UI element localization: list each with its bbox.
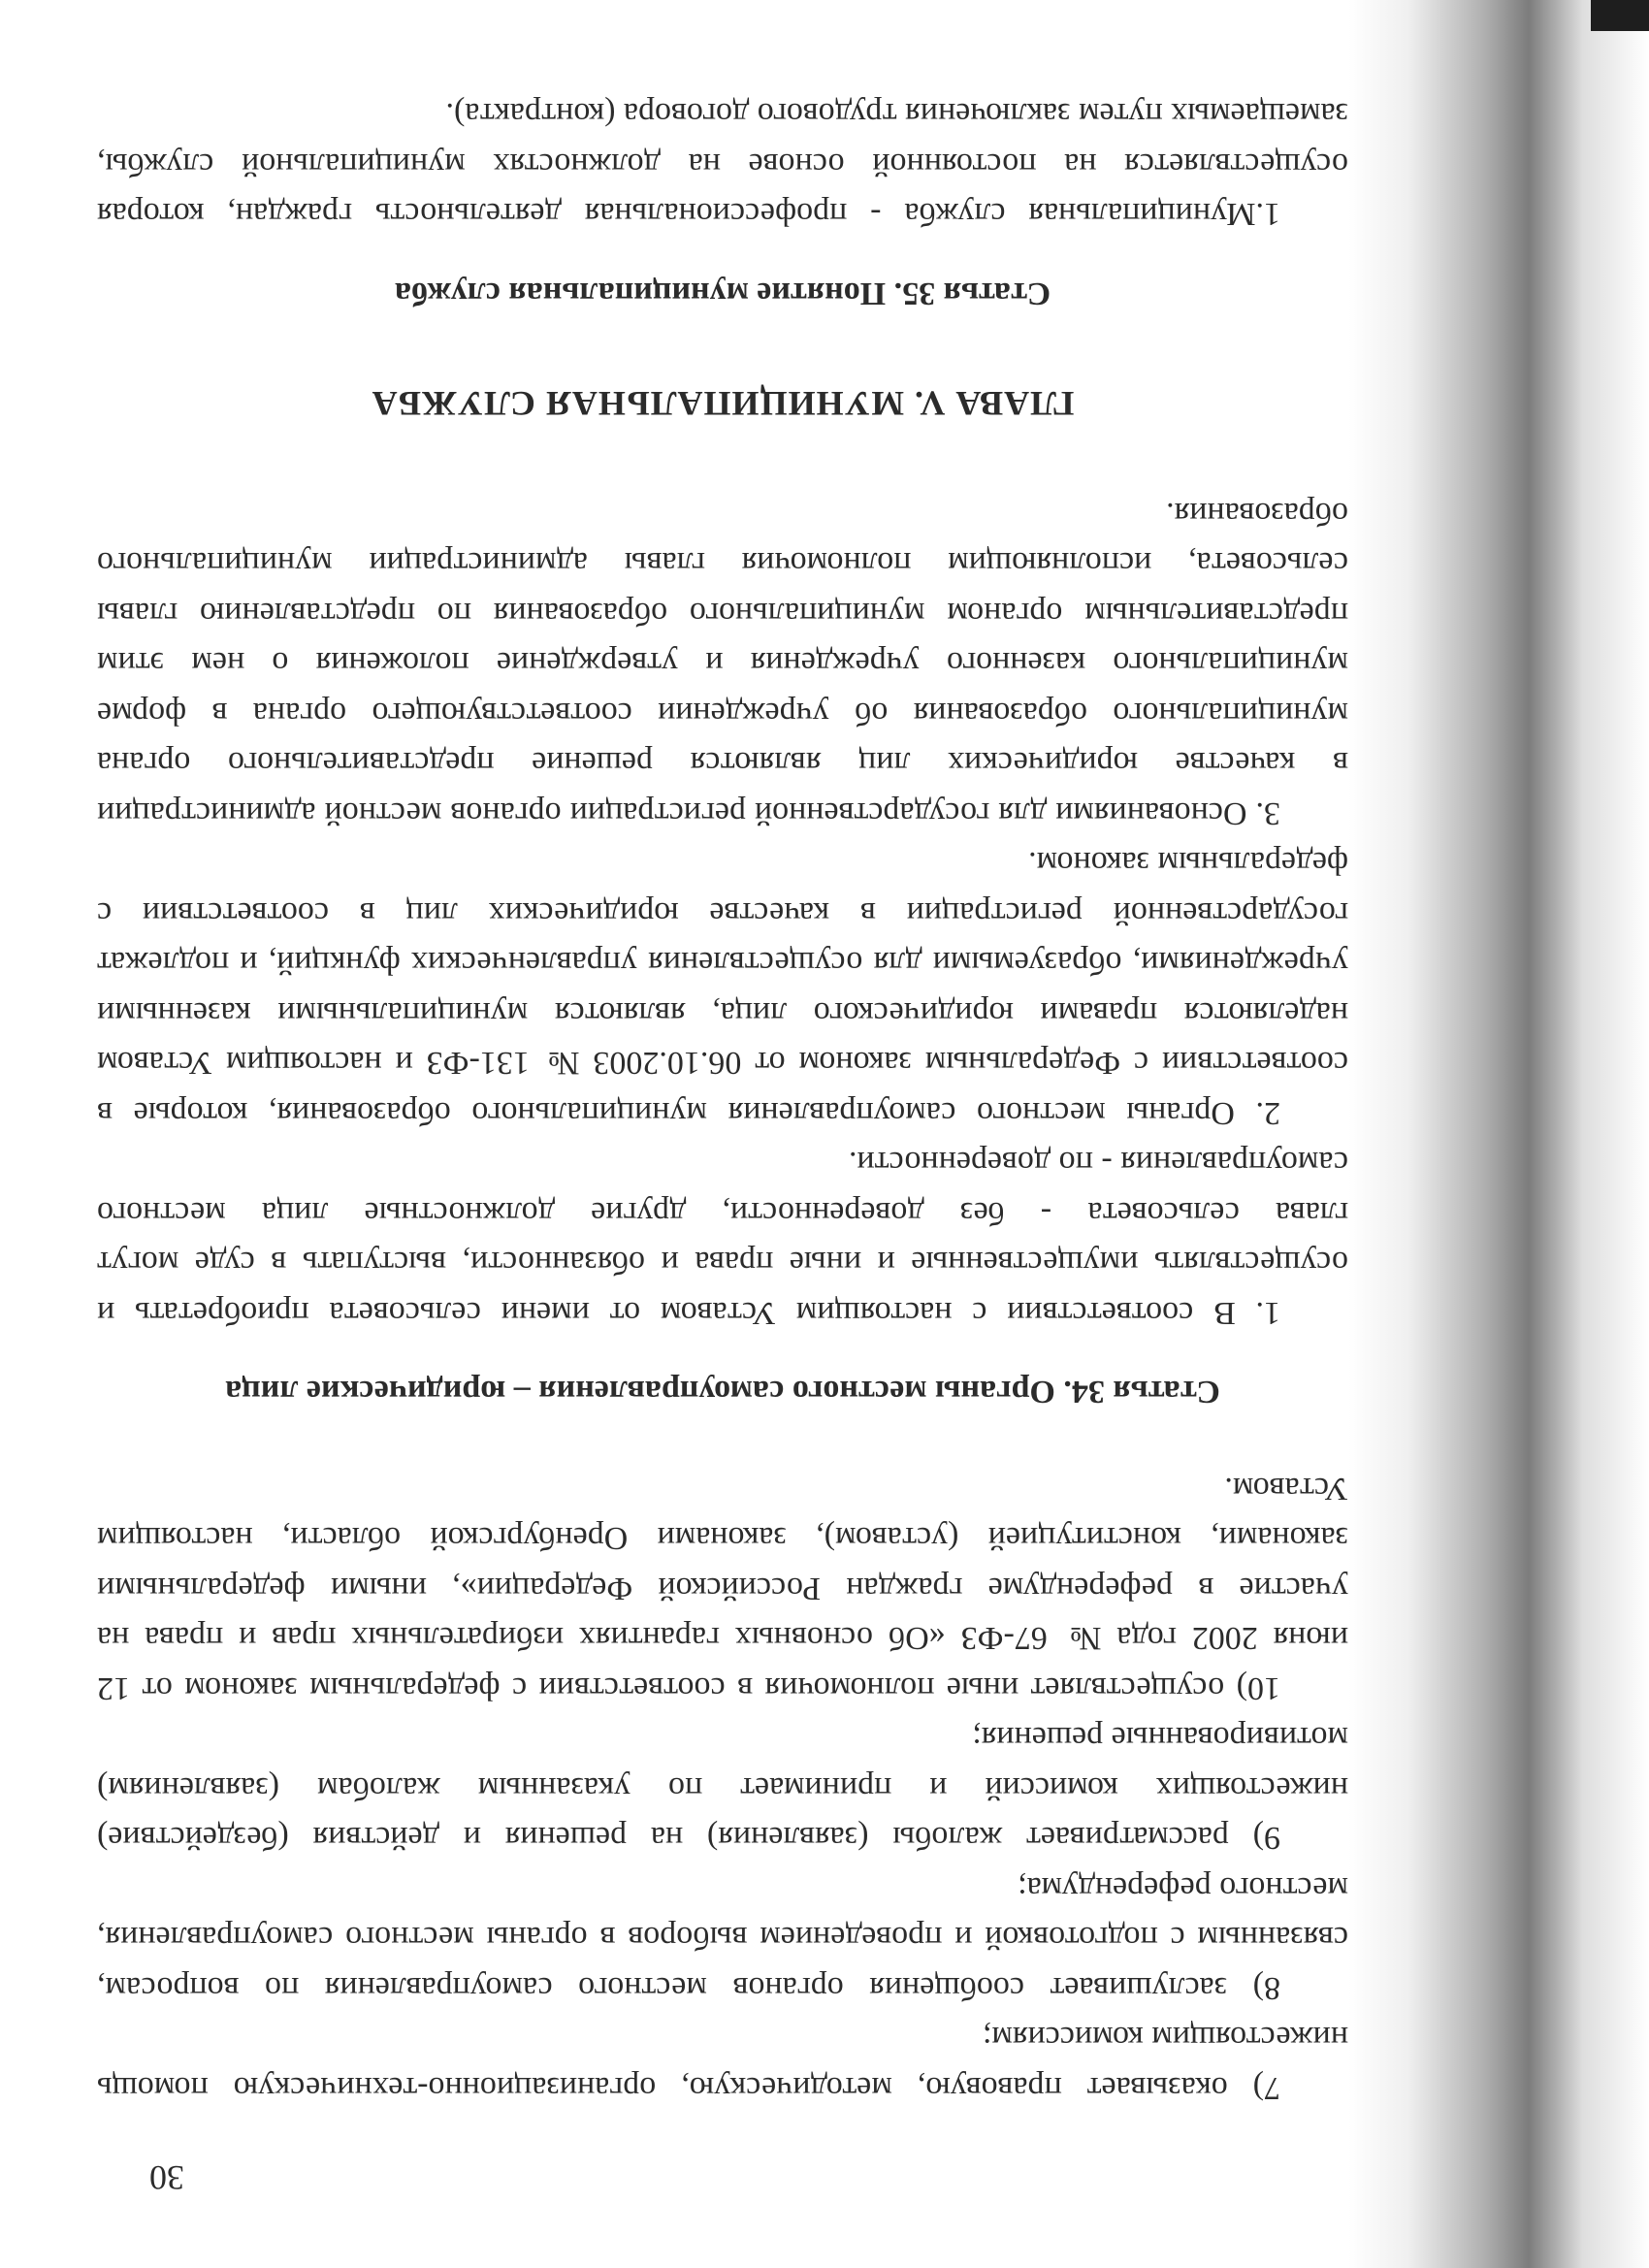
paragraph-10: 10) осуществляет иные полномочия в соответствии с федеральным законом от 12 июня 2002 года № 67-ФЗ «Об основных гарантиях избирательных прав и права на участие в референдуме граждан Российской Федерации», иными федеральными законами, конституцией (уставом), законами Оренбургской области, настоящим Уставом. <box>97 1471 1348 1706</box>
article-34-title: Статья 34. Органы местного самоуправления – юридические лица <box>225 1374 1220 1410</box>
article-35-title: Статья 35. Понятие муниципальная служба <box>394 275 1051 311</box>
chapter-5-title: ГЛАВА V. МУНИЦИПАЛЬНАЯ СЛУЖБА <box>371 384 1075 424</box>
article-34-paragraph-2: 2. Органы местного самоуправления муниципального образования, которые в соответствии с Федеральным законом от 06.10.2003 № 131-ФЗ и настоящим Уставом наделяются правами юридического лица, являются муниципальными казенными учреждениями, образуемыми для осуществления управленческих функций, и подлежат государственной регистрации в качестве юридических лиц в соответствии с федеральным законом. <box>97 845 1348 1131</box>
paragraph-7: 7) оказывает правовую, методическую, организационно-техническую помощь нижестоящим комиссиям; <box>97 2020 1348 2106</box>
page-number: 30 <box>149 2158 184 2197</box>
document-body <box>97 89 1348 2113</box>
article-34-paragraph-1: 1. В соответствии с настоящим Уставом от имени сельсовета приобретать и осуществлять имущественные и иные права и обязанности, выступать в суде могут глава сельсовета - без доверенности, другие должностные лица местного самоуправления - по доверенности. <box>97 1145 1348 1331</box>
article-35-paragraph-1: 1.Муниципальная служба - профессиональная деятельность граждан, которая осуществляется на постоянной основе на должностях муниципальной службы, замещаемых путем заключения трудового договора (контракта). <box>97 96 1348 233</box>
paragraph-8: 8) заслушивает сообщения органов местного самоуправления по вопросам, связанным с подготовкой и проведением выборов в органы местного самоуправления, местного референдума; <box>97 1870 1348 2006</box>
scan-corner <box>1591 0 1649 31</box>
article-34-paragraph-3: 3. Основаниями для государственной регистрации органов местной администрации в качестве юридических лиц являются решение представительного органа муниципального образования об учреждении соответствующего органа в форме муниципального казенного учреждения и утверждение положения о нем этим представительным органом муниципального образования по представлению главы сельсовета, исполняющим полномочия главы администрации муниципального образования. <box>97 496 1348 831</box>
paragraph-9: 9) рассматривает жалобы (заявления) на решения и действия (бездействие) нижестоящих комиссий и принимает по указанным жалобам (заявлениям) мотивированные решения; <box>97 1720 1348 1857</box>
